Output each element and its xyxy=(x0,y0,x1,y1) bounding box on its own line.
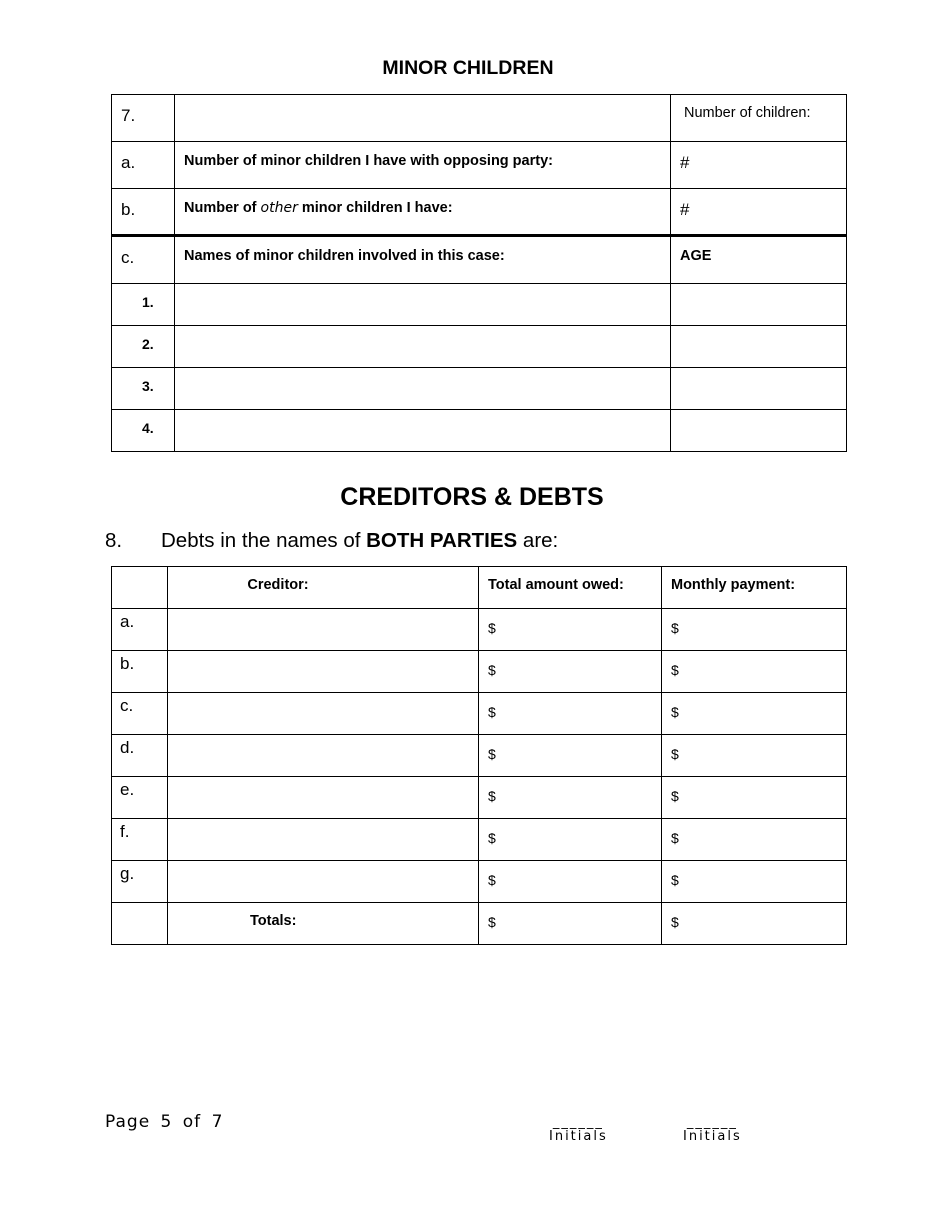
row-label: a. xyxy=(112,142,175,189)
creditor-field[interactable] xyxy=(168,609,479,651)
page-number: Page 5 of 7 xyxy=(105,1112,224,1132)
monthly-payment-field[interactable]: $ xyxy=(662,651,847,693)
monthly-payment-sum-field[interactable]: $ xyxy=(662,903,847,945)
child-age-field[interactable] xyxy=(671,410,847,452)
row-label: c. xyxy=(112,236,175,284)
initials-label: Initials xyxy=(683,1129,742,1144)
total-owed-field[interactable]: $ xyxy=(479,777,662,819)
debts-heading-end: are: xyxy=(517,529,559,552)
child-row-number: 2. xyxy=(112,326,175,368)
creditor-field[interactable] xyxy=(168,819,479,861)
total-owed-field[interactable]: $ xyxy=(479,861,662,903)
total-owed-sum-field[interactable]: $ xyxy=(479,903,662,945)
other-children-field[interactable]: # xyxy=(671,189,847,236)
row-label: b. xyxy=(112,189,175,236)
monthly-payment-header: Monthly payment: xyxy=(662,567,847,609)
child-row-number: 3. xyxy=(112,368,175,410)
age-header: AGE xyxy=(671,236,847,284)
initials-block-2 xyxy=(683,1116,742,1144)
total-owed-field[interactable]: $ xyxy=(479,609,662,651)
debt-row-label: d. xyxy=(112,735,168,777)
creditor-field[interactable] xyxy=(168,777,479,819)
minor-children-title: MINOR CHILDREN xyxy=(382,57,554,79)
blank-cell xyxy=(175,95,671,142)
debts-table xyxy=(111,566,847,945)
initials-block-1 xyxy=(549,1116,608,1144)
child-name-field[interactable] xyxy=(175,284,671,326)
other-children-text-before: Number of xyxy=(184,200,261,216)
debt-row-label: f. xyxy=(112,819,168,861)
creditor-field[interactable] xyxy=(168,735,479,777)
initials-blank[interactable]: ______ xyxy=(552,1115,604,1130)
debt-row-label: a. xyxy=(112,609,168,651)
monthly-payment-field[interactable]: $ xyxy=(662,777,847,819)
creditor-header: Creditor: xyxy=(168,567,479,609)
initials-label: Initials xyxy=(549,1129,608,1144)
initials-blank[interactable]: ______ xyxy=(686,1115,738,1130)
debt-row-label: e. xyxy=(112,777,168,819)
child-row-number: 4. xyxy=(112,410,175,452)
debts-section-number: 8. xyxy=(105,529,123,552)
blank-header-cell xyxy=(112,567,168,609)
creditor-field[interactable] xyxy=(168,651,479,693)
child-row-number: 1. xyxy=(112,284,175,326)
child-age-field[interactable] xyxy=(671,368,847,410)
child-name-field[interactable] xyxy=(175,326,671,368)
child-age-field[interactable] xyxy=(671,326,847,368)
creditors-debts-title: CREDITORS & DEBTS xyxy=(340,483,604,511)
children-with-opposing-party-field[interactable]: # xyxy=(671,142,847,189)
other-children-text-italic: other xyxy=(260,200,298,216)
monthly-payment-field[interactable]: $ xyxy=(662,735,847,777)
monthly-payment-field[interactable]: $ xyxy=(662,819,847,861)
creditor-field[interactable] xyxy=(168,693,479,735)
children-names-label: Names of minor children involved in this case: xyxy=(175,236,671,284)
child-name-field[interactable] xyxy=(175,368,671,410)
total-owed-field[interactable]: $ xyxy=(479,819,662,861)
children-with-opposing-party-label: Number of minor children I have with opposing party: xyxy=(175,142,671,189)
monthly-payment-field[interactable]: $ xyxy=(662,609,847,651)
child-name-field[interactable] xyxy=(175,410,671,452)
total-owed-field[interactable]: $ xyxy=(479,651,662,693)
debt-row-label: c. xyxy=(112,693,168,735)
monthly-payment-field[interactable]: $ xyxy=(662,693,847,735)
other-children-text-after: minor children I have: xyxy=(297,200,453,216)
other-children-label xyxy=(175,189,671,236)
creditor-field[interactable] xyxy=(168,861,479,903)
debts-heading xyxy=(105,529,558,553)
debts-heading-bold: BOTH PARTIES xyxy=(366,529,518,552)
debts-heading-text: Debts in the names of xyxy=(161,529,367,552)
totals-label: Totals: xyxy=(168,903,479,945)
total-owed-header: Total amount owed: xyxy=(479,567,662,609)
child-age-field[interactable] xyxy=(671,284,847,326)
blank-totals-cell xyxy=(112,903,168,945)
total-owed-field[interactable]: $ xyxy=(479,693,662,735)
number-of-children-header: Number of children: xyxy=(671,95,847,142)
minor-children-table xyxy=(111,94,847,452)
total-owed-field[interactable]: $ xyxy=(479,735,662,777)
debt-row-label: b. xyxy=(112,651,168,693)
debt-row-label: g. xyxy=(112,861,168,903)
section-number: 7. xyxy=(112,95,175,142)
monthly-payment-field[interactable]: $ xyxy=(662,861,847,903)
